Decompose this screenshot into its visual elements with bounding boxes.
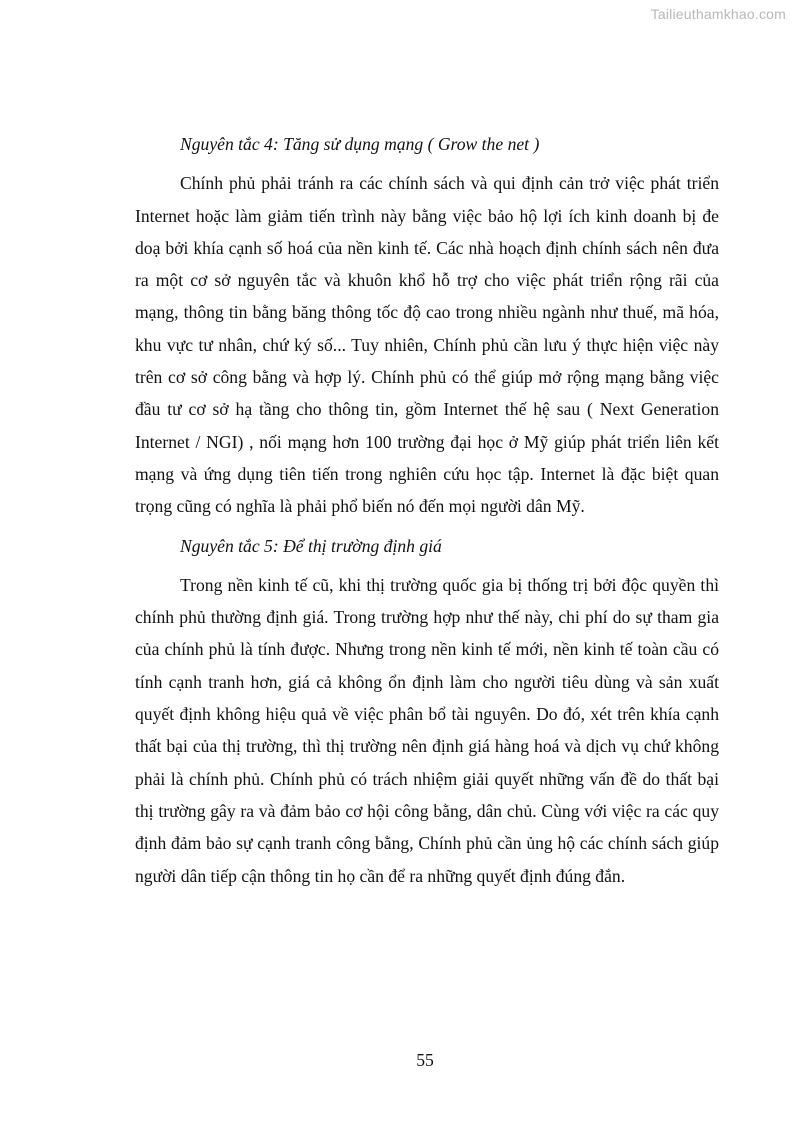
section-heading-principle-4: Nguyên tắc 4: Tăng sử dụng mạng ( Grow the net ) [180, 134, 540, 154]
section-heading-principle-5: Nguyên tắc 5: Để thị trường định giá [180, 535, 442, 556]
section-paragraph-principle-4: Chính phủ phải tránh ra các chính sách và qui định cản trở việc phát triển Internet hoặc làm giảm tiến trình này bằng việc bảo hộ lợi ích kinh doanh bị đe doạ bởi khía cạnh số hoá của nền kinh tế. Các nhà hoạch định chính sách nên đưa ra một cơ sở nguyên tắc và khuôn khổ hỗ trợ cho việc phát triển rộng rãi của mạng, thông tin bằng băng thông tốc độ cao trong nhiều ngành như thuế, mã hóa, khu vực tư nhân, chứ ký số... Tuy nhiên, Chính phủ cần lưu ý thực hiện việc này trên cơ sở công bằng và hợp lý. Chính phủ có thể giúp mở rộng mạng bằng việc đầu tư cơ sở hạ tầng cho thông tin, gồm Internet thế hệ sau ( Next Generation Internet / NGI) , nối mạng hơn 100 trường đại học ở Mỹ giúp phát triển liên kết mạng và ứng dụng tiên tiến trong nghiên cứu học tập. Internet là đặc biệt quan trọng cũng có nghĩa là phải phổ biến nó đến mọi người dân Mỹ. [135, 173, 719, 517]
page-body [135, 128, 719, 892]
watermark: Tailieuthamkhao.com [650, 6, 786, 22]
section-paragraph-principle-5: Trong nền kinh tế cũ, khi thị trường quốc gia bị thống trị bởi độc quyền thì chính phủ thường định giá. Trong trường hợp như thế này, chi phí do sự tham gia của chính phủ là tính được. Nhưng trong nền kinh tế mới, nền kinh tế toàn cầu có tính cạnh tranh hơn, giá cả không ổn định làm cho người tiêu dùng và sản xuất quyết định không hiệu quả về việc phân bổ tài nguyên. Do đó, xét trên khía cạnh thất bại của thị trường, thì thị trường nên định giá hàng hoá và dịch vụ chứ không phải là chính phủ. Chính phủ có trách nhiệm giải quyết những vấn đề do thất bại thị trường gây ra và đảm bảo cơ hội công bằng, dân chủ. Cùng với việc ra các quy định đảm bảo sự cạnh tranh công bằng, Chính phủ cần ủng hộ các chính sách giúp người dân tiếp cận thông tin họ cần để ra những quyết định đúng đắn. [135, 574, 719, 886]
page-number: 55 [416, 1050, 434, 1070]
